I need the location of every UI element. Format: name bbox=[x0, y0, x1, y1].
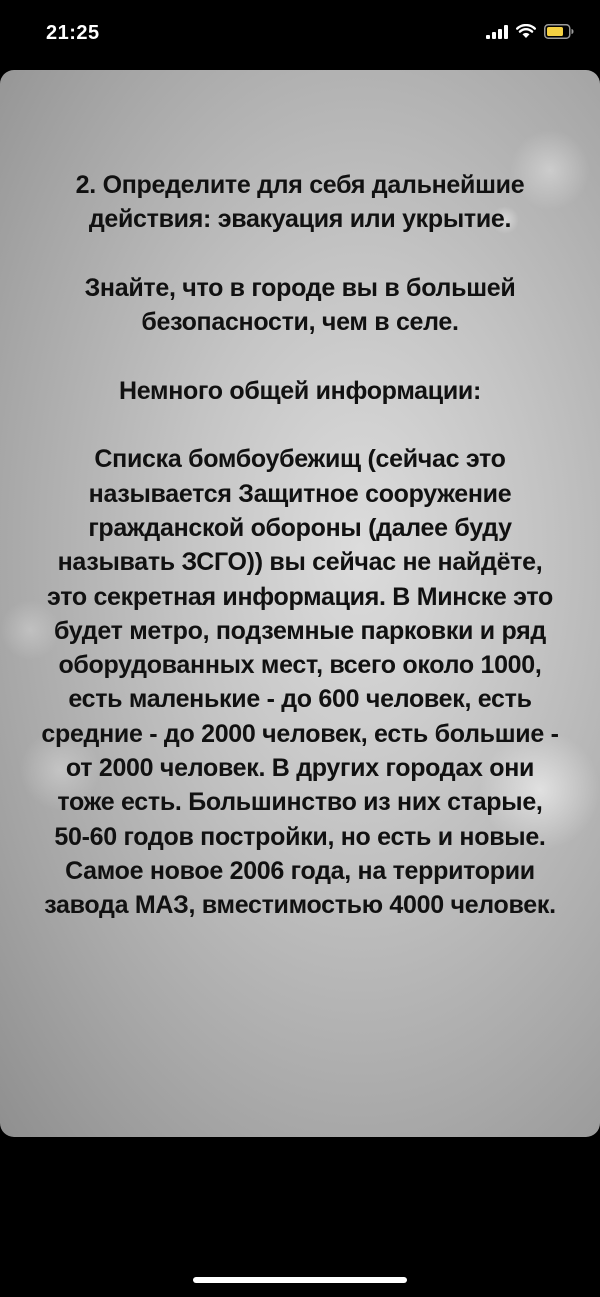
story-card[interactable] bbox=[0, 70, 600, 1137]
story-paragraph-heading: Немного общей информации: bbox=[118, 376, 482, 405]
story-text bbox=[40, 168, 560, 923]
status-bar bbox=[0, 0, 600, 70]
status-time: 21:25 bbox=[46, 22, 100, 44]
status-icons bbox=[486, 24, 574, 39]
battery-icon bbox=[544, 24, 574, 39]
story-paragraph-safety: Знайте, что в городе вы в большей безопасности, чем в селе. bbox=[84, 273, 516, 337]
cellular-signal-icon bbox=[486, 25, 508, 39]
home-indicator[interactable] bbox=[193, 1277, 407, 1283]
story-paragraph-info: Списка бомбоубежищ (сейчас это называется Защитное сооружение гражданской обороны (далее буду называть ЗСГО)) вы сейчас не найдёте, это секретная информация. В Минске это будет метро, подземные парковки и ряд оборудованных мест, всего около 1000, есть маленькие - до 600 человек, есть средние - до 2000 человек, есть большие - от 2000 человек. В других городах они тоже есть. Большинство из них старые, 50-60 годов постройки, но есть и новые. Самое новое 2006 года, на территории завода МАЗ, вместимостью 4000 человек. bbox=[41, 445, 559, 920]
wifi-icon bbox=[516, 24, 536, 39]
story-paragraph-action: 2. Определите для себя дальнейшие действия: эвакуация или укрытие. bbox=[75, 171, 525, 234]
